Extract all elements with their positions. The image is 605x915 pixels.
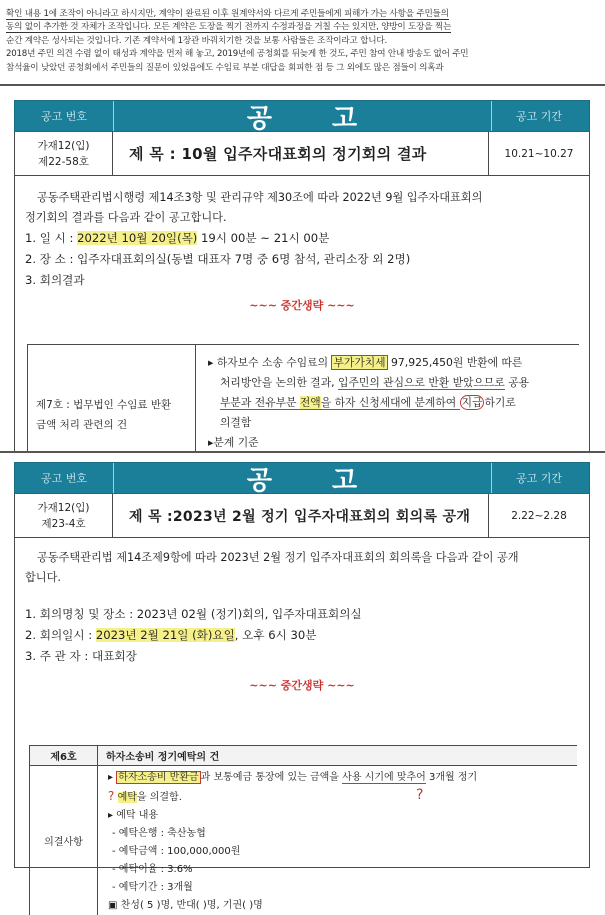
notice-period: 2.22~2.28 <box>489 494 589 537</box>
intro-text: 합니다. <box>15 568 589 588</box>
note-line: 참석율이 낮았던 공청회에서 주민들의 질문이 있었음에도 수임료 부분 대답을 회피한 점 등 그 외에도 많은 점들이 의혹과 <box>6 62 598 75</box>
notice-header <box>14 100 590 132</box>
notice-2 <box>14 462 590 868</box>
notice-subject-row <box>14 132 590 176</box>
meeting-date: 1. 일 시 : 2022년 10월 20일(목) 19시 00분 ~ 21시 00분 <box>15 228 589 249</box>
question-mark: ? <box>416 786 423 804</box>
notice-1 <box>14 100 590 453</box>
notice-period-label: 공고 기간 <box>489 463 589 493</box>
notice-period-label: 공고 기간 <box>489 101 589 131</box>
resolution-label: 의결사항 <box>30 766 98 915</box>
meeting-date: 2. 회의일시 : 2023년 2월 21일 (화)요일, 오후 6시 30분 <box>15 625 589 646</box>
intro-text: 공동주택관리법시행령 제14조3항 및 관리규약 제30조에 따라 2022년 9월 입주자대표회의 <box>15 188 589 208</box>
omitted-marker: ~~~ 중간생략 ~~~ <box>15 297 589 313</box>
agenda-label: 제7호 : 법무법인 수임료 반환 금액 처리 관련의 건 <box>28 345 196 454</box>
divider <box>0 451 605 453</box>
notice-header <box>14 462 590 494</box>
meeting-name: 1. 회의명칭 및 장소 : 2023년 02월 (정기)회의, 입주자대표회의실 <box>15 604 589 625</box>
meeting-result-label: 3. 회의결과 <box>15 270 589 291</box>
agenda-content: ▸ 하자보수 소송 수임료의 부가가치세 97,925,450원 반환에 따른 처리방안을 논의한 결과, 입주민의 관심으로 반환 받았으므로 공용 부분과 전유부분 전액을 하자 신청세대에 분계하여 지급 하기로 의결함 ▸분계 기준 <box>196 345 580 454</box>
divider <box>0 84 605 86</box>
intro-text: 공동주택관리법 제14조제9항에 따라 2023년 2월 정기 입주자대표회의 회의록을 다음과 같이 공개 <box>15 548 589 568</box>
meeting-place: 2. 장 소 : 입주자대표회의실(동별 대표자 7명 중 6명 참석, 관리소장 외 2명) <box>15 249 589 270</box>
notice-period: 10.21~10.27 <box>489 132 589 175</box>
notice-subject-row <box>14 494 590 538</box>
notice-subject: 제 목 :2023년 2월 정기 입주자대표회의 회의록 공개 <box>113 494 489 537</box>
note-line: 동의 없이 추가한 것 자체가 조작입니다. 모든 계약은 도장을 찍기 전까지 수정과정을 거칠 수는 있지만, 양방이 도장을 찍는 <box>6 21 598 34</box>
notice-number-label: 공고 번호 <box>15 101 113 131</box>
note-line: 2018년 주민 의견 수렴 없이 태성과 계약을 먼저 해 놓고, 2019년에 공청회를 뒤늦게 한 것도, 주민 참여 안내 방송도 없어 주민 <box>6 48 598 61</box>
notice-number: 가재12(입) 제23-4호 <box>15 494 113 537</box>
notice-subject: 제 목 : 10월 입주자대표회의 정기회의 결과 <box>113 132 489 175</box>
omitted-marker: ~~~ 중간생략 ~~~ <box>15 677 589 693</box>
agenda-table <box>27 344 579 453</box>
notice-title: 공고 <box>113 101 491 131</box>
notice-title: 공고 <box>113 463 491 493</box>
notice-body <box>14 176 590 453</box>
agenda-number: 제6호 <box>30 746 98 766</box>
agenda-table <box>29 745 577 915</box>
notice-body <box>14 538 590 868</box>
meeting-host: 3. 주 관 자 : 대표회장 <box>15 646 589 667</box>
notice-number: 가재12(입) 제22-58호 <box>15 132 113 175</box>
top-note <box>6 8 598 75</box>
agenda-title: 하자소송비 정기예탁의 건 <box>98 746 578 766</box>
notice-number-label: 공고 번호 <box>15 463 113 493</box>
resolution-content: ▸ 하자소송비 반환금 과 보통예금 통장에 있는 금액을 사용 시기에 맞추어 3개월 정기 ? 예탁을 의결함. ▸ 예탁 내용 - 예탁은행 : 축산농협 - 예탁금액 : 100,000,000원 - 예탁이율 : 3.6% - 예탁기간 : 3개월 ▣ 찬성( 5 )명, 반대( )명, 기권( )명 ? <box>98 766 578 915</box>
intro-text: 정기회의 결과를 다음과 같이 공고합니다. <box>15 208 589 228</box>
note-line: 순간 계약은 성사되는 것입니다. 기존 계약서에 1장관 바꿔치기한 것을 보통 사람들은 조작이라고 합니다. <box>6 35 598 48</box>
note-line: 확인 내용 1에 조작이 아니라고 하시지만, 계약이 완료된 이후 원계약서와 다르게 주민들에게 피해가 가는 사항을 주민들의 <box>6 8 598 21</box>
